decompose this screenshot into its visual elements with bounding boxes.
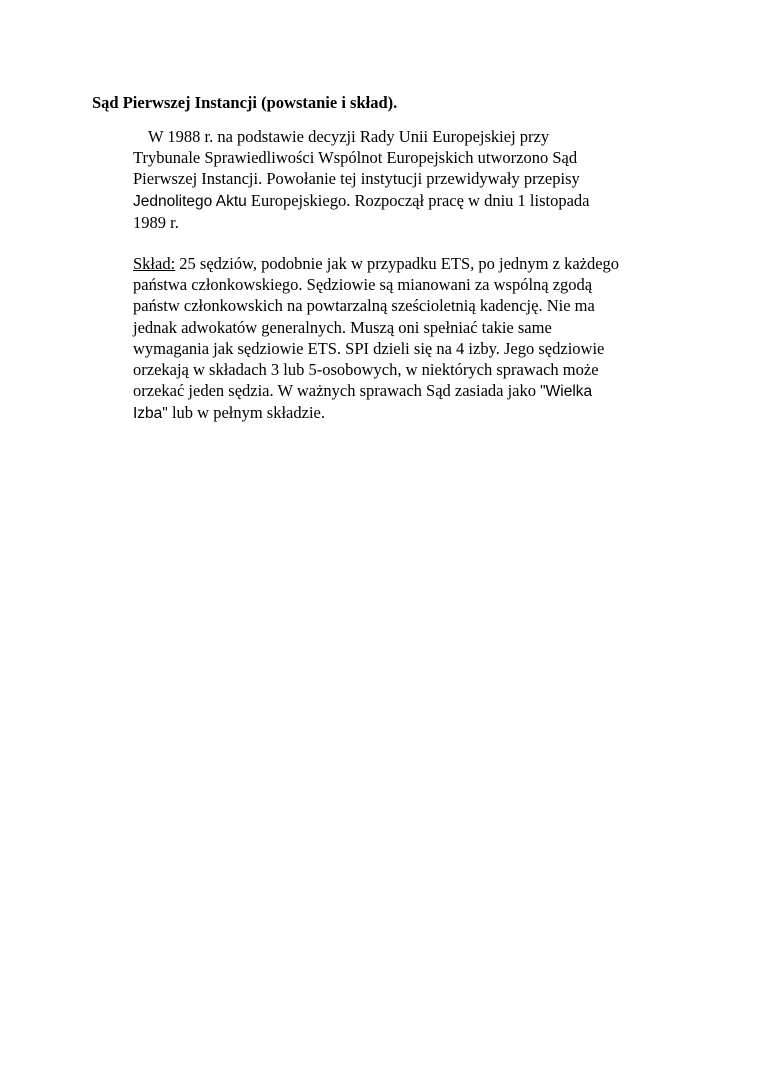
paragraph-line: państwa członkowskiego. Sędziowie są mianowani za wspólną zgodą — [133, 275, 593, 295]
paragraph-line — [133, 380, 673, 402]
paragraph-line — [133, 253, 673, 274]
paragraph-text: 25 sędziów, podobnie jak w przypadku ETS, po jednym z każdego — [175, 254, 620, 273]
paragraph-text: Europejskiego. Rozpoczął pracę w dniu 1 listopada — [246, 190, 590, 210]
paragraph-sans-text: "Wielka — [540, 383, 593, 401]
paragraph-sans-text: Izba" — [133, 405, 168, 423]
paragraph-line: Pierwszej Instancji. Powołanie tej instytucji przewidywały przepisy — [133, 169, 580, 189]
paragraph-text: orzekać jeden sędzia. W ważnych sprawach Sąd zasiada jako — [133, 381, 541, 401]
composition-label: Skład: — [133, 254, 176, 273]
paragraph-line: orzekają w składach 3 lub 5-osobowych, w niektórych sprawach może — [133, 360, 599, 380]
paragraph-line: 1989 r. — [133, 212, 179, 232]
paragraph-line: jednak adwokatów generalnych. Muszą oni spełniać takie same — [133, 317, 552, 337]
paragraph-line: W 1988 r. na podstawie decyzji Rady Unii Europejskiej przy — [148, 127, 550, 146]
paragraph-line: wymagania jak sędziowie ETS. SPI dzieli się na 4 izby. Jego sędziowie — [133, 338, 605, 358]
paragraph-line — [133, 402, 673, 424]
paragraph-history — [133, 126, 673, 233]
paragraph-text: lub w pełnym składzie. — [167, 403, 325, 423]
document-heading: Sąd Pierwszej Instancji (powstanie i skład). — [92, 93, 398, 112]
paragraph-sans-text: Jednolitego Aktu — [133, 192, 247, 210]
paragraph-line: Trybunale Sprawiedliwości Wspólnot Europejskich utworzono Sąd — [133, 148, 578, 168]
paragraph-line: państw członkowskich na powtarzalną sześcioletnią kadencję. Nie ma — [133, 296, 595, 316]
paragraph-line — [133, 190, 673, 212]
paragraph-composition — [133, 253, 673, 425]
